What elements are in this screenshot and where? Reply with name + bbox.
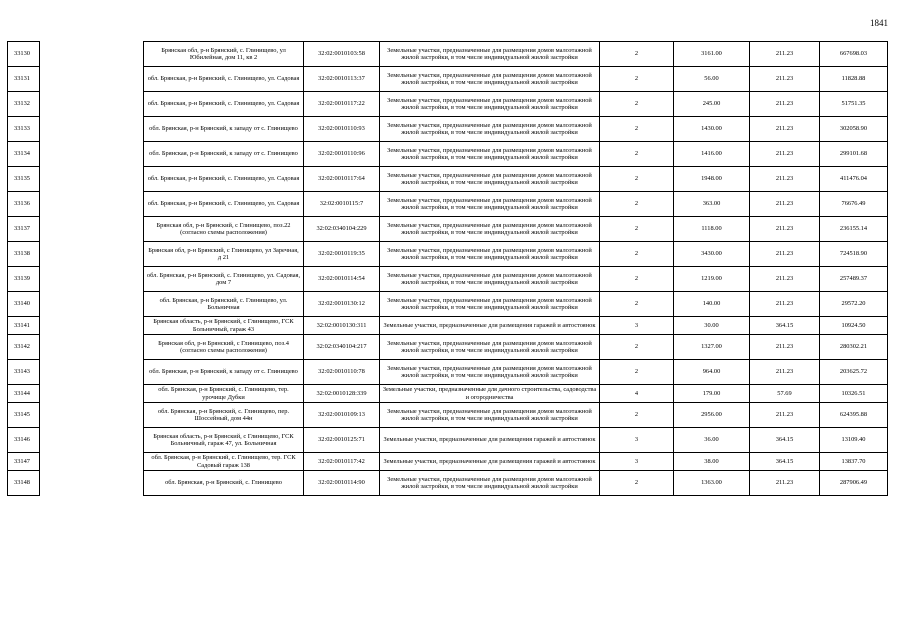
land-use-cell: Земельные участки, предназначенные для дачного строительства, садоводства и огородничества <box>380 385 600 403</box>
blank-cell <box>40 192 144 217</box>
row-number-cell: 33144 <box>8 385 40 403</box>
cadastral-number-cell: 32:02:0010117:64 <box>304 167 380 192</box>
cadastral-number-cell: 32:02:0010115:7 <box>304 192 380 217</box>
area-cell: 3430.00 <box>674 242 750 267</box>
cadastral-value-cell: 302058.90 <box>820 117 888 142</box>
table-row <box>8 385 888 403</box>
address-cell: Брянская обл, р-н Брянский, с Глинищево, ул Заречная, д 21 <box>144 242 304 267</box>
cadastral-number-cell: 32:02:0010117:22 <box>304 92 380 117</box>
cadastral-value-cell: 624395.88 <box>820 403 888 428</box>
cadastral-value-cell: 13109.40 <box>820 428 888 453</box>
address-cell: обл. Брянская, р-н Брянский, с. Глинищево <box>144 471 304 496</box>
land-use-cell: Земельные участки, предназначенные для размещения домов малоэтажной жилой застройки, в том числе индивидуальной жилой застройки <box>380 167 600 192</box>
area-cell: 1416.00 <box>674 142 750 167</box>
specific-value-cell: 211.23 <box>750 403 820 428</box>
land-use-cell: Земельные участки, предназначенные для размещения домов малоэтажной жилой застройки, в том числе индивидуальной жилой застройки <box>380 335 600 360</box>
blank-cell <box>40 335 144 360</box>
use-group-cell: 2 <box>600 360 674 385</box>
cadastral-value-cell: 299101.68 <box>820 142 888 167</box>
use-group-cell: 4 <box>600 385 674 403</box>
specific-value-cell: 211.23 <box>750 42 820 67</box>
row-number-cell: 33146 <box>8 428 40 453</box>
blank-cell <box>40 453 144 471</box>
address-cell: обл. Брянская, р-н Брянский, с. Глинищево, пер. Шоссейный, дом 44н <box>144 403 304 428</box>
specific-value-cell: 211.23 <box>750 360 820 385</box>
table-row <box>8 167 888 192</box>
land-use-cell: Земельные участки, предназначенные для размещения домов малоэтажной жилой застройки, в том числе индивидуальной жилой застройки <box>380 242 600 267</box>
row-number-cell: 33132 <box>8 92 40 117</box>
cadastral-number-cell: 32:02:0010110:96 <box>304 142 380 167</box>
specific-value-cell: 211.23 <box>750 217 820 242</box>
cadastral-number-cell: 32:02:0010110:93 <box>304 117 380 142</box>
cadastral-value-cell: 411476.04 <box>820 167 888 192</box>
blank-cell <box>40 42 144 67</box>
cadastral-value-cell: 236155.14 <box>820 217 888 242</box>
area-cell: 36.00 <box>674 428 750 453</box>
cadastral-value-cell: 287906.49 <box>820 471 888 496</box>
cadastral-value-cell: 203625.72 <box>820 360 888 385</box>
land-use-cell: Земельные участки, предназначенные для размещения домов малоэтажной жилой застройки, в том числе индивидуальной жилой застройки <box>380 360 600 385</box>
blank-cell <box>40 428 144 453</box>
row-number-cell: 33141 <box>8 317 40 335</box>
blank-cell <box>40 385 144 403</box>
table-row <box>8 471 888 496</box>
land-use-cell: Земельные участки, предназначенные для размещения домов малоэтажной жилой застройки, в том числе индивидуальной жилой застройки <box>380 92 600 117</box>
table-row <box>8 360 888 385</box>
area-cell: 2956.00 <box>674 403 750 428</box>
cadastral-number-cell: 32:02:0010103:58 <box>304 42 380 67</box>
blank-cell <box>40 471 144 496</box>
table-row <box>8 335 888 360</box>
area-cell: 56.00 <box>674 67 750 92</box>
specific-value-cell: 211.23 <box>750 117 820 142</box>
land-use-cell: Земельные участки, предназначенные для размещения гаражей и автостоянок <box>380 453 600 471</box>
row-number-cell: 33131 <box>8 67 40 92</box>
use-group-cell: 2 <box>600 335 674 360</box>
cadastral-number-cell: 32:02:0010130:12 <box>304 292 380 317</box>
blank-cell <box>40 267 144 292</box>
use-group-cell: 3 <box>600 453 674 471</box>
table-row <box>8 453 888 471</box>
area-cell: 1363.00 <box>674 471 750 496</box>
cadastral-number-cell: 32:02:0010110:78 <box>304 360 380 385</box>
row-number-cell: 33147 <box>8 453 40 471</box>
cadastral-number-cell: 32:02:0010128:339 <box>304 385 380 403</box>
blank-cell <box>40 292 144 317</box>
area-cell: 363.00 <box>674 192 750 217</box>
table-row <box>8 242 888 267</box>
cadastral-number-cell: 32:02:0340104:217 <box>304 335 380 360</box>
address-cell: обл. Брянская, р-н Брянский, к западу от с. Глинищево <box>144 117 304 142</box>
blank-cell <box>40 167 144 192</box>
row-number-cell: 33145 <box>8 403 40 428</box>
land-use-cell: Земельные участки, предназначенные для размещения домов малоэтажной жилой застройки, в том числе индивидуальной жилой застройки <box>380 142 600 167</box>
use-group-cell: 2 <box>600 292 674 317</box>
cadastral-value-cell: 667698.03 <box>820 42 888 67</box>
land-use-cell: Земельные участки, предназначенные для размещения гаражей и автостоянок <box>380 317 600 335</box>
row-number-cell: 33143 <box>8 360 40 385</box>
area-cell: 38.00 <box>674 453 750 471</box>
area-cell: 245.00 <box>674 92 750 117</box>
cadastral-value-cell: 76676.49 <box>820 192 888 217</box>
address-cell: обл. Брянская, р-н Брянский, с. Глинищево, ул. Садовая <box>144 167 304 192</box>
use-group-cell: 2 <box>600 167 674 192</box>
table-row <box>8 292 888 317</box>
blank-cell <box>40 242 144 267</box>
table-row <box>8 428 888 453</box>
specific-value-cell: 364.15 <box>750 453 820 471</box>
area-cell: 30.00 <box>674 317 750 335</box>
use-group-cell: 3 <box>600 317 674 335</box>
table-row <box>8 267 888 292</box>
area-cell: 179.00 <box>674 385 750 403</box>
use-group-cell: 2 <box>600 471 674 496</box>
blank-cell <box>40 403 144 428</box>
specific-value-cell: 211.23 <box>750 67 820 92</box>
land-registry-table <box>7 41 888 496</box>
specific-value-cell: 211.23 <box>750 335 820 360</box>
use-group-cell: 2 <box>600 242 674 267</box>
address-cell: обл. Брянская, р-н Брянский, с. Глинищево, ул. Садовая <box>144 92 304 117</box>
use-group-cell: 2 <box>600 42 674 67</box>
area-cell: 140.00 <box>674 292 750 317</box>
area-cell: 3161.00 <box>674 42 750 67</box>
use-group-cell: 2 <box>600 403 674 428</box>
cadastral-value-cell: 10924.50 <box>820 317 888 335</box>
row-number-cell: 33137 <box>8 217 40 242</box>
address-cell: Брянская обл, р-н Брянский, с Глинищево, поз.4 (согласно схемы расположения) <box>144 335 304 360</box>
table-row <box>8 192 888 217</box>
address-cell: Брянская область, р-н Брянский, с Глинищево, ГСК Больничный, гараж 43 <box>144 317 304 335</box>
specific-value-cell: 211.23 <box>750 267 820 292</box>
table-row <box>8 92 888 117</box>
row-number-cell: 33134 <box>8 142 40 167</box>
blank-cell <box>40 142 144 167</box>
area-cell: 1219.00 <box>674 267 750 292</box>
cadastral-number-cell: 32:02:0010113:37 <box>304 67 380 92</box>
land-use-cell: Земельные участки, предназначенные для размещения домов малоэтажной жилой застройки, в том числе индивидуальной жилой застройки <box>380 403 600 428</box>
use-group-cell: 2 <box>600 67 674 92</box>
land-use-cell: Земельные участки, предназначенные для размещения домов малоэтажной жилой застройки, в том числе индивидуальной жилой застройки <box>380 217 600 242</box>
row-number-cell: 33139 <box>8 267 40 292</box>
use-group-cell: 2 <box>600 92 674 117</box>
specific-value-cell: 211.23 <box>750 292 820 317</box>
area-cell: 1430.00 <box>674 117 750 142</box>
cadastral-value-cell: 724518.90 <box>820 242 888 267</box>
table-row <box>8 42 888 67</box>
land-use-cell: Земельные участки, предназначенные для размещения гаражей и автостоянок <box>380 428 600 453</box>
address-cell: Брянская область, р-н Брянский, с Глинищево, ГСК Больничный, гараж 47, ул. Больничная <box>144 428 304 453</box>
specific-value-cell: 211.23 <box>750 242 820 267</box>
specific-value-cell: 211.23 <box>750 167 820 192</box>
blank-cell <box>40 67 144 92</box>
use-group-cell: 2 <box>600 142 674 167</box>
table-row <box>8 403 888 428</box>
blank-cell <box>40 317 144 335</box>
address-cell: обл. Брянская, р-н Брянский, с. Глинищево, ул. Больничная <box>144 292 304 317</box>
cadastral-number-cell: 32:02:0010130:311 <box>304 317 380 335</box>
row-number-cell: 33136 <box>8 192 40 217</box>
use-group-cell: 2 <box>600 192 674 217</box>
blank-cell <box>40 92 144 117</box>
address-cell: обл. Брянская, р-н Брянский, к западу от с. Глинищево <box>144 142 304 167</box>
use-group-cell: 2 <box>600 117 674 142</box>
address-cell: обл. Брянская, р-н Брянский, с. Глинищево, тер. ГСК Садовый гараж 138 <box>144 453 304 471</box>
address-cell: Брянская обл, р-н Брянский, с Глинищево, поз.22 (согласно схемы расположения) <box>144 217 304 242</box>
land-use-cell: Земельные участки, предназначенные для размещения домов малоэтажной жилой застройки, в том числе индивидуальной жилой застройки <box>380 192 600 217</box>
table-row <box>8 317 888 335</box>
area-cell: 964.00 <box>674 360 750 385</box>
cadastral-number-cell: 32:02:0010119:35 <box>304 242 380 267</box>
area-cell: 1327.00 <box>674 335 750 360</box>
cadastral-number-cell: 32:02:0010117:42 <box>304 453 380 471</box>
cadastral-number-cell: 32:02:0010114:54 <box>304 267 380 292</box>
row-number-cell: 33142 <box>8 335 40 360</box>
blank-cell <box>40 360 144 385</box>
table-row <box>8 142 888 167</box>
specific-value-cell: 211.23 <box>750 192 820 217</box>
table-row <box>8 217 888 242</box>
row-number-cell: 33133 <box>8 117 40 142</box>
address-cell: Брянская обл, р-н Брянский, с. Глинищево, ул Юбилейная, дом 11, кв 2 <box>144 42 304 67</box>
area-cell: 1948.00 <box>674 167 750 192</box>
use-group-cell: 3 <box>600 428 674 453</box>
specific-value-cell: 211.23 <box>750 142 820 167</box>
row-number-cell: 33130 <box>8 42 40 67</box>
specific-value-cell: 211.23 <box>750 471 820 496</box>
cadastral-number-cell: 32:02:0010114:90 <box>304 471 380 496</box>
cadastral-number-cell: 32:02:0340104:229 <box>304 217 380 242</box>
land-use-cell: Земельные участки, предназначенные для размещения домов малоэтажной жилой застройки, в том числе индивидуальной жилой застройки <box>380 117 600 142</box>
specific-value-cell: 364.15 <box>750 428 820 453</box>
row-number-cell: 33135 <box>8 167 40 192</box>
address-cell: обл. Брянская, р-н Брянский, к западу от с. Глинищево <box>144 360 304 385</box>
address-cell: обл. Брянская, р-н Брянский, с. Глинищево, ул. Садовая <box>144 67 304 92</box>
land-use-cell: Земельные участки, предназначенные для размещения домов малоэтажной жилой застройки, в том числе индивидуальной жилой застройки <box>380 267 600 292</box>
cadastral-number-cell: 32:02:0010109:13 <box>304 403 380 428</box>
specific-value-cell: 57.69 <box>750 385 820 403</box>
address-cell: обл. Брянская, р-н Брянский, с. Глинищево, ул. Садовая, дом 7 <box>144 267 304 292</box>
blank-cell <box>40 217 144 242</box>
cadastral-value-cell: 280302.21 <box>820 335 888 360</box>
land-use-cell: Земельные участки, предназначенные для размещения домов малоэтажной жилой застройки, в том числе индивидуальной жилой застройки <box>380 471 600 496</box>
use-group-cell: 2 <box>600 217 674 242</box>
cadastral-number-cell: 32:02:0010125:71 <box>304 428 380 453</box>
area-cell: 1118.00 <box>674 217 750 242</box>
cadastral-value-cell: 29572.20 <box>820 292 888 317</box>
land-use-cell: Земельные участки, предназначенные для размещения домов малоэтажной жилой застройки, в том числе индивидуальной жилой застройки <box>380 42 600 67</box>
cadastral-value-cell: 51751.35 <box>820 92 888 117</box>
table-row <box>8 67 888 92</box>
page-number: 1841 <box>870 18 888 28</box>
table-row <box>8 117 888 142</box>
row-number-cell: 33140 <box>8 292 40 317</box>
land-use-cell: Земельные участки, предназначенные для размещения домов малоэтажной жилой застройки, в том числе индивидуальной жилой застройки <box>380 67 600 92</box>
use-group-cell: 2 <box>600 267 674 292</box>
row-number-cell: 33138 <box>8 242 40 267</box>
land-use-cell: Земельные участки, предназначенные для размещения домов малоэтажной жилой застройки, в том числе индивидуальной жилой застройки <box>380 292 600 317</box>
specific-value-cell: 364.15 <box>750 317 820 335</box>
cadastral-value-cell: 13837.70 <box>820 453 888 471</box>
cadastral-value-cell: 257489.37 <box>820 267 888 292</box>
address-cell: обл. Брянская, р-н Брянский, с. Глинищево, ул. Садовая <box>144 192 304 217</box>
specific-value-cell: 211.23 <box>750 92 820 117</box>
cadastral-value-cell: 11828.88 <box>820 67 888 92</box>
cadastral-value-cell: 10326.51 <box>820 385 888 403</box>
row-number-cell: 33148 <box>8 471 40 496</box>
address-cell: обл. Брянская, р-н Брянский, с. Глинищево, тер. урочище Дубки <box>144 385 304 403</box>
blank-cell <box>40 117 144 142</box>
